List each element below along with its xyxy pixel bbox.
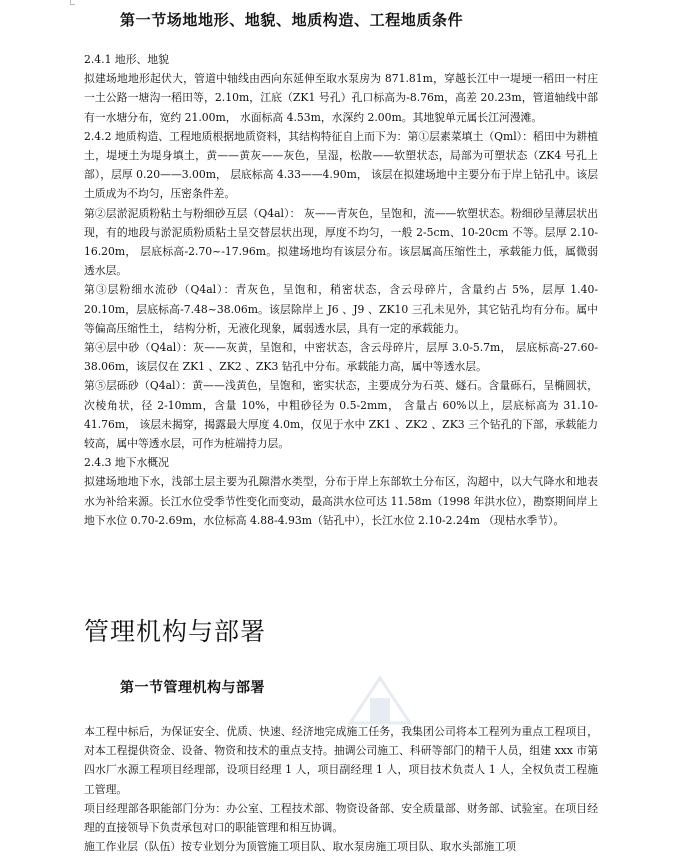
paragraph-geology: 2.4.2 地质构造、工程地质根据地质资料，其结构特征自上而下为：第①层素菜填土（Qml）：稻田中为耕植土，堤埂土为堤身填土，黄——黄灰——灰色，呈湿，松散——软塑状态，局部为可塑状态（ZK4 号孔上部），层厚 0.20——3.00m， 层底标高 4.33——4.90m， 该层在拟建场地中主要分布于岸上钻孔中。该层土质成为不均匀，压密条件差。 — [84, 129, 598, 201]
paragraph-layer-5: 第⑤层砾砂（Q4al）：黄——浅黄色，呈饱和，密实状态，主要成分为石英、燧石。含量砾石，呈椭圆状，次棱角状，径 2-10mm，含量 10%，中粗砂径为 0.5-2mm， 含量占 60%以上，层底标高为 31.10-41.76m， 该层未揭穿，揭露最大厚度 4.0m，仅见于水中 ZK1 、ZK2 、ZK3 三个钻孔的下部，承载能力较高，属中等透水层，可作为桩端持力层。 — [84, 379, 598, 451]
paragraph-groundwater: 拟建场地地下水，浅部土层主要为孔隙潜水类型，分布于岸上东部软土分布区，沟超中，以大气降水和地表水为补给来源。长江水位受季节性变化而变动，最高洪水位可达 11.58m（1998 年洪水位），勘察期间岸上地下水位 0.70-2.69m，水位标高 4.88-4.93m（钻孔中），长江水位 2.10-2.24m （现枯水季节）。 — [84, 475, 598, 527]
subsection-heading-groundwater: 2.4.3 地下水概况 — [84, 456, 169, 470]
paragraph-terrain: 拟建场地地形起伏大，管道中轴线由西向东延伸至取水泵房为 871.81m，穿越长江中一堤埂一稻田一村庄一土公路一塘沟一稻田等，2.10m，江底（ZK1 号孔）孔口标高为-8.76m，高差 20.23m，管道轴线中部有一水塘分布，宽约 21.00m， 水面标高 4.53m，水深约 2.00m。其地貌单元属长江河漫滩。 — [84, 72, 598, 124]
paragraph-management-intro: 本工程中标后，为保证安全、优质、快速、经济地完成施工任务，我集团公司将本工程列为重点工程项目，对本工程提供资金、设备、物资和技术的重点支持。抽调公司施工、科研等部门的精干人员，组建 xxx 市第四水厂水源工程项目经理部，设项目经理 1 人，项目副经理 1 人，项目技术负责人 1 人，全权负责工程施工管理。 — [84, 725, 598, 796]
paragraph-work-teams: 施工作业层（队伍）按专业划分为顶管施工项目队、取水泵房施工项目队、取水头部施工项 — [84, 840, 516, 854]
paragraph-departments: 项目经理部各职能部门分为：办公室、工程技术部、物资设备部、安全质量部、财务部、试验室。在项目经理的直接领导下负责承包对口的职能管理和相互协调。 — [84, 801, 598, 835]
section-heading: 第一节场地地形、地貌、地质构造、工程地质条件 — [120, 11, 464, 29]
chapter-section-heading: 第一节管理机构与部署 — [120, 680, 265, 696]
watermark-icon — [320, 668, 440, 728]
subsection-heading-terrain: 2.4.1 地形、地貌 — [84, 53, 169, 66]
chapter-title: 管理机构与部署 — [84, 617, 267, 646]
paragraph-layer-3: 第③层粉细水流砂（Q4al）：青灰色，呈饱和，稍密状态，含云母碎片，含量约占 5%，层厚 1.40-20.10m，层底标高-7.48~38.06m。该层除岸上 J6 、J9 、ZK10 三孔未见外，其它钻孔均有分布。属中等偏高压缩性土， 结构分析，无液化现象，属弱透水层，具有一定的承载能力。 — [84, 283, 598, 335]
chapter-body — [84, 722, 598, 856]
paragraph-layer-4: 第④层中砂（Q4al）：灰——灰黄，呈饱和，中密状态，含云母碎片，层厚 3.0-5.7m， 层底标高-27.60-38.06m，该层仅在 ZK1 、ZK2 、ZK3 钻孔中分布。承载能力高，属中等透水层。 — [84, 341, 598, 374]
paragraph-layer-2: 第②层淤泥质粉粘土与粉细砂互层（Q4al）： 灰——青灰色，呈饱和，流——软塑状态。粉细砂呈薄层状出现，有的地段与淤泥质粉质粘土呈交替层状出现，厚度不均匀，一般 2-5cm、10-20cm 不等。层厚 2.10-16.20m， 层底标高-2.70~-17.96m。拟建场地均有该层分布。该层属高压缩性土，承载能力低，属微弱透水层。 — [84, 206, 598, 278]
page-corner-mark — [70, 0, 75, 5]
section-body — [84, 50, 598, 530]
